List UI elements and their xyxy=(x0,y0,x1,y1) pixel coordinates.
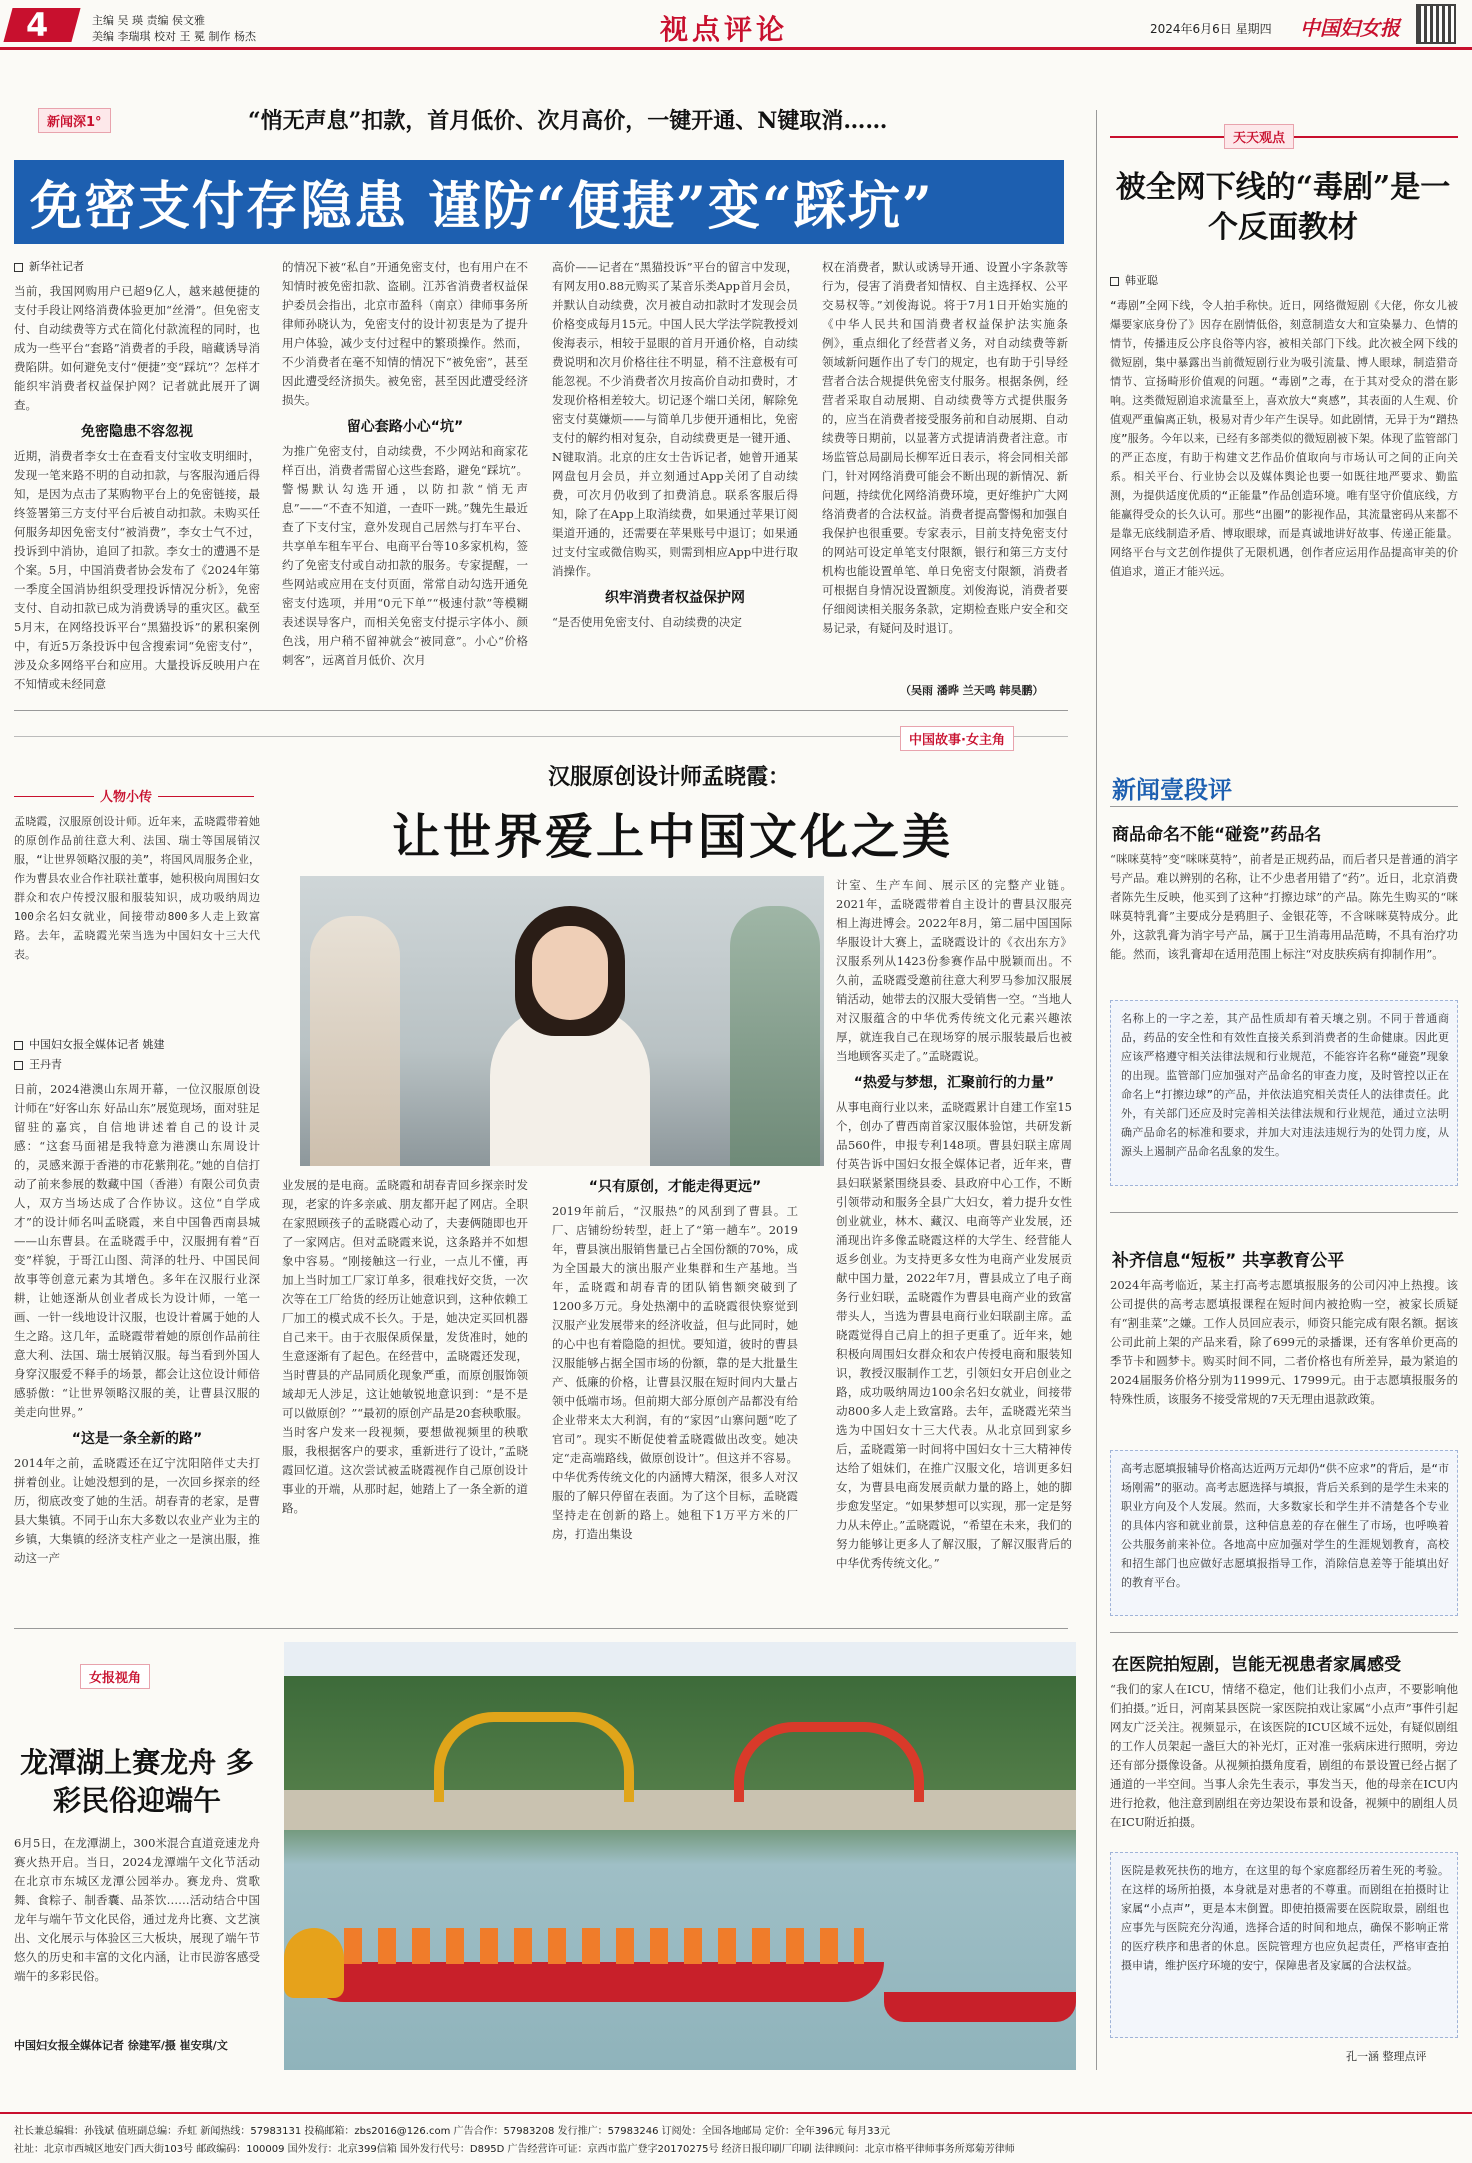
lead-col4-text: 权在消费者，默认或诱导开通、设置小字条款等行为，侵害了消费者知情权、自主选择权、公平交易权等。”刘俊海说。将于7月1日开始实施的《中华人民共和国消费者权益保护法实施条例》，重点细化了经营者义务，对自动续费等新领域新问题作出了专门的规定，也有助于引导经营者合法合规提供免密支付服务。根据条例，经营者采取自动展期、自动续费等方式提供服务的，应当在消费者接受服务前和自动展期、自动续费等日期前，以显著方式提请消费者注意。市场监管总局副局长柳军近日表示，将会同相关部门，针对网络消费可能会不断出现的新情况、新问题，持续优化网络消费环境，更好维护广大网络消费者的合法权益。消费者提高警惕和加强自我保护也很重要。专家表示，目前支持免密支付的网站可设定单笔支付限额，银行和第三方支付机构也能设置单笔、单日免密支付限额，消费者可根据自身情况设置额度。刘俊海说，消费者要仔细阅读相关服务条款，定期检查账户安全和交易记录，有疑问及时退订。 xyxy=(822,260,1068,635)
photo-shore xyxy=(284,1790,1076,1830)
feature-col3-text: 2019年前后，“汉服热”的风刮到了曹县。工厂、店铺纷纷转型，赶上了“第一趟车”。2019年，曹县演出服销售量已占全国份额的70%，成为全国最大的演出服产业集群和生产基地。当年，孟晓霞和胡春青的团队销售额突破到了1200多万元。身处热潮中的孟晓霞很快察觉到汉服产业发展带来的经济收益，但与此同时，她的心中也有着隐隐的担忧。要知道，彼时的曹县汉服能够占据全国市场的份额，靠的是大批量生产、低廉的价格，让曹县汉服在短时间内大量占领中低端市场。但前期大部分原创产品都没有给企业带来太大利润，有的“家因”山寨问题“吃了官司”。现实不断促使着孟晓霞做出改变。她决定“走高端路线，做原创设计”。但这并不容易。中华优秀传统文化的内涵博大精深，很多人对汉服的了解只停留在表面。为了这个目标，孟晓霞坚持走在创新的路上。她租下1万平方米的厂房，打造出集设 xyxy=(552,1204,798,1541)
photo-dress-left xyxy=(310,916,400,1166)
news-item-2-title: 补齐信息“短板” 共享教育公平 xyxy=(1112,1251,1345,1271)
issue-date: 2024年6月6日 星期四 xyxy=(1150,22,1272,36)
lead-divider xyxy=(14,710,1068,711)
right-commentary-text: “毒剧”全网下线，令人拍手称快。近日，网络微短剧《大佬，你女儿被爆要家底身份了》因存在剧情低俗，刻意制造女大和宣染暴力、色情的情节，传播违反公序良俗等内容，被相关部门下线。此次被全网下线的微短剧，集中暴露出当前微短剧行业为吸引流量、博人眼球，制造猎奇情节、宣扬畸形价值观的问题。“毒剧”之毒，在于其对受众的潜在影响。这类微短剧追求流量至上，喜欢放大“爽感”，其表面的人生观、价值观严重偏离正轨，极易对青少年产生误导。如此剧情，无异于为“蹭热度”服务。今年以来，已经有多部类似的微短剧被下架。体现了监管部门的严正态度，有助于构建文艺作品价值取向与市场认可之间的正向关系。相关平台、行业协会以及媒体舆论也要一如既往地严要求、勤监测，为提供适度优质的“正能量”作品创造环境。唯有坚守价值底线，方能赢得受众的长久认可。那些“出圈”的影视作品，其流量密码从来都不是靠无底线制造矛盾、博取眼球，而是真诚地讲好故事、传递正能量。网络平台与文艺创作提供了无限机遇，创作者应运用作品提高审美的价值追求，道正才能兴远。 xyxy=(1110,299,1458,578)
lead-subhead-1: 免密隐患不容忽视 xyxy=(81,424,193,440)
news-item-3-text: “我们的家人在ICU，情绪不稳定，他们让我们小点声，不要影响他们拍摄。”近日，河南某县医院一家医院拍戏让家属“小点声”事件引起网友广泛关注。视频显示，在该医院的ICU区域不远处，有疑似剧组的工作人员架起一盏巨大的补光灯，正对准一张病床进行照明，旁边还有部分摄像设备。从视频拍摄角度看，剧组的布景设置已经占据了通道的一半空间。当事人余先生表示，事发当天，他的母亲在ICU内进行抢救，他注意到剧组在旁边架设布景和设备，视频中的剧组人员在ICU附近拍摄。 xyxy=(1110,1682,1458,1829)
photo-news-tag: 女报视角 xyxy=(80,1664,150,1689)
news-item-2-comment xyxy=(1110,1450,1458,1616)
photo-dragon-head xyxy=(284,1928,344,1998)
byline-square-icon xyxy=(14,263,23,272)
news-item-1-comment-inner xyxy=(1121,1009,1449,1181)
news-item-3-comment-text: 医院是救死扶伤的地方，在这里的每个家庭都经历着生死的考验。在这样的场所拍摄，本身就是对患者的不尊重。而剧组在拍摄时让家属“小点声”，更是本末倒置。即使拍摄需要在医院取景，剧组也应事先与医院充分沟通，选择合适的时间和地点，确保不影响正常的医疗秩序和患者的休息。医院管理方也应负起责任，严格审查拍摄申请，维护医疗环境的安宁，保障患者及家属的合法权益。 xyxy=(1121,1864,1449,1972)
feature-col-3 xyxy=(552,1176,798,1614)
news-item-3-comment-inner xyxy=(1121,1861,1449,2033)
news-item-3-title: 在医院拍短剧，岂能无视患者家属感受 xyxy=(1112,1655,1401,1675)
feature-col2-text: 业发展的是电商。孟晓霞和胡春青回乡探亲时发现，老家的许多亲戚、朋友都开起了网店。全职在家照顾孩子的孟晓霞心动了，夫妻俩随即也开了一家网店。但对孟晓霞来说，这条路并不如想象中容易。“刚接触这一行业，一点儿不懂，再加上当时加工厂家订单多，很难找好交货，一次次等在工厂给货的经历让她意识到，这种依赖工厂加工的模式成不长久。于是，她决定买回机器自己来干。由于衣服保质保量，发货准时，她的生意逐渐有了起色。在经营中，孟晓霞还发现，当时曹县的产品同质化现象严重，而原创服饰领域却无人涉足，这让她敏锐地意识到：“是不是可以做原创？”“最初的原创产品是20套秧歌服。当时客户发来一段视频，要想做视频里的秧歌服，我根据客户的要求，重新进行了设计，”孟晓霞回忆道。这次尝试被孟晓霞视作自己原创设计事业的开端，从那时起，她踏上了一条全新的道路。 xyxy=(282,1178,528,1515)
paper-name-logo: 中国妇女报 xyxy=(1300,16,1400,40)
photo-news-credit: 中国妇女报全媒体记者 徐建军/摄 崔安琪/文 xyxy=(14,2039,228,2052)
lead-col-4 xyxy=(822,258,1068,676)
news-item-1-comment-text: 名称上的一字之差，其产品性质却有着天壤之别。不同于普通商品，药品的安全性和有效性直接关系到消费者的生命健康。因此更应该严格遵守相关法律法规和行业规范，不能容许名称“碰瓷”现象的出现。监管部门应加强对产品命名的审查力度，及时管控以正在命名上“打擦边球”的产品，并依法追究相关责任人的法律责任。此外，有关部门还应及时完善相关法律法规和行业规范，通过立法明确产品命名的标准和要求，并加大对违法违规行为的处罚力度，从源头上遏制产品命名乱象的发生。 xyxy=(1121,1012,1449,1158)
section-title: 视点评论 xyxy=(660,13,789,46)
feature-col4-text: 计室、生产车间、展示区的完整产业链。2021年，孟晓霞带着自主设计的曹县汉服亮相上海进博会。2022年8月，第二届中国国际华服设计大赛上，孟晓霞设计的《衣出东方》汉服系列从1423份参赛作品中脱颖而出。不久前，孟晓霞受邀前往意大利罗马参加汉服展销活动，她带去的汉服大受销售一空。“当地人对汉服蕴含的中华优秀传统文化元素兴趣浓厚，就连我自己在现场穿的展示服装最后也被当地顾客买走了。”孟晓霞说。 xyxy=(836,878,1072,1063)
feature-subhead-2: “只有原创，才能走得更远” xyxy=(588,1179,762,1195)
byline-square-icon xyxy=(1110,277,1119,286)
vertical-divider xyxy=(1096,110,1097,2070)
lead-byline: 新华社记者 xyxy=(14,258,84,274)
photo-dress-right xyxy=(730,906,820,1166)
feature-col-4 xyxy=(836,876,1072,1614)
lead-col-2 xyxy=(282,258,528,700)
profile-text: 孟晓霞，汉服原创设计师。近年来，孟晓霞带着她的原创作品前往意大利、法国、瑞士等国展销汉服，“让世界领略汉服的美”，将国风周服务企业，作为曹县农业合作社联社董事，她积极向周围妇女群众和农户传授汉服和服装知识，成功吸纳周边100余名妇女就业，间接带动800多人走上致富路。去年，孟晓霞光荣当选为中国妇女十三大代表。 xyxy=(14,815,260,961)
photo-news-text: 6月5日，在龙潭湖上，300米混合直道竞速龙舟赛火热开启。当日，2024龙潭端午文化节活动在北京市东城区龙潭公园举办。赛龙舟、赏歌舞、食粽子、制香囊、品茶饮……活动结合中国龙年与端午节文化民俗，通过龙舟比赛、文艺演出、文化展示与体验区三大板块，展现了端午节悠久的历史和丰富的文化内涵，让市民游客感受端午的多彩民俗。 xyxy=(14,1836,260,1983)
news-item-2-body xyxy=(1110,1276,1458,1438)
footer-rule xyxy=(0,2112,1472,2114)
staff-line-1: 主编 吴 瑛 责编 侯文雅 xyxy=(92,14,205,27)
photo-news-rule xyxy=(14,1628,1068,1629)
lead-subhead-3: 织牢消费者权益保护网 xyxy=(605,590,745,606)
right-news-tag: 新闻壹段评 xyxy=(1112,775,1232,804)
lead-col3-text: 高价——记者在“黑猫投诉”平台的留言中发现，有网友用0.88元购买了某音乐类App首月会员，并默认自动续费，次月被自动扣款时才发现会员价格变成每月15元。中国人民大学法学院教授刘俊海表示，相较于显眼的首月开通价格，自动续费说明和次月价格往往不明显，稍不注意极有可能忽视。不少消费者次月按高价自动扣费时，才发现价格相差较大。切记逐个端口关闭，解除免密支付莫嫌烦——与简单几步便开通相比，免密支付的解约相对复杂，自动续费更是一键开通、N键取消。北京的庄女士告诉记者，她曾开通某网盘包月会员，并立刻通过App关闭了自动续费，可次月仍收到了扣费消息。联系客服后得知，除了在App上取消续费，如果通过苹果订阅渠道开通的，还需要在苹果账号中退订；如果通过支付宝或微信购买，则需到相应App中进行取消操作。 xyxy=(552,260,798,578)
photo-rowers xyxy=(344,1928,864,1964)
feature-column-tag: 中国故事·女主角 xyxy=(900,726,1014,751)
news-item-1-body xyxy=(1110,850,1458,984)
profile-label: 人物小传 xyxy=(94,786,158,805)
lead-headline: 免密支付存隐患 谨防“便捷”变“踩坑” xyxy=(30,176,934,237)
right-headline: 被全网下线的“毒剧”是一个反面教材 xyxy=(1115,170,1451,245)
feature-headline: 让世界爱上中国文化之美 xyxy=(392,809,954,865)
news-item-1-title: 商品命名不能“碰瓷”药品名 xyxy=(1112,825,1322,845)
news-item-2-text: 2024年高考临近，某主打高考志愿填报服务的公司闪冲上热搜。该公司提供的高考志愿填报课程在短时间内被抢购一空，被家长质疑有“割韭菜”之嫌。工作人员回应表示，师资只能完成有限名额。据该公司此前上架的产品来看，除了699元的录播课，还有客单价更高的季节卡和圆梦卡。购买时间不同，二者价格也有所差异，最为紧追的2024届服务价格分别为11999元、17999元。由于志愿填报服务的特殊性质，该服务不接受常规的7天无理由退款政策。 xyxy=(1110,1278,1458,1406)
lead-kicker: “悄无声息”扣款，首月低价、次月高价，一键开通、N键取消…… xyxy=(248,108,888,134)
lead-signoff: （吴雨 潘晔 兰天鸣 韩昊鹏） xyxy=(900,684,1044,697)
profile-box xyxy=(14,812,260,992)
feature-col-2 xyxy=(282,1176,528,1614)
news-item-2-comment-inner xyxy=(1121,1459,1449,1611)
dragon-boat-photo xyxy=(284,1642,1076,2070)
lead-column-tag: 新闻深1° xyxy=(38,108,111,133)
feature-col1-text: 日前，2024港澳山东周开幕，一位汉服原创设计师在“好客山东 好品山东”展览现场，面对驻足留驻的嘉宾，自信地讲述着自己的设计灵感：“这套马面裙是我特意为港澳山东周设计的，灵感来源于香港的市花紫荆花。”她的自信打动了前来参展的数藏中国（香港）有限公司负责人，双方当场达成了合作协议。这位“自学成才”的设计师名叫孟晓霞，来自中国鲁西南县城——山东曹县。在孟晓霞手中，汉服拥有着“百变”样貌，于哥江山图、菏泽的牡丹、中国民间故事等创意元素为其增色。多年在汉服行业深耕，让她逐渐从创业者成长为设计师，一笔一画、一针一线地设计汉服，也设计着属于她的人生之路。这几年，孟晓霞带着她的原创作品前往意大利、法国、瑞士展销汉服。每当看到外国人身穿汉服爱不释手的场景，都会让这位设计师倍感骄傲：“让世界领略汉服的美，让曹县汉服的美走向世界。” xyxy=(14,1082,260,1419)
news-item-3-body xyxy=(1110,1680,1458,1842)
photo-golden-dragon-right xyxy=(734,1722,924,1802)
news-item-1-comment xyxy=(1110,1000,1458,1186)
photo-news-body xyxy=(14,1834,260,2030)
right-byline: 韩亚聪 xyxy=(1110,272,1158,288)
lead-col1-text: 当前，我国网购用户已超9亿人，越来越便捷的支付手段让网络消费体验更加“丝滑”。但免密支付、自动续费等方式在简化付款流程的同时，也成为一些平台“套路”消费者的手段，暗藏诱导消费陷阱。如何避免支付“便捷”变“踩坑”？怎样才能织牢消费者权益保护网？记者就此展开了调查。 xyxy=(14,284,260,412)
photo-golden-dragon-left xyxy=(434,1712,634,1802)
photo-news-headline: 龙潭湖上赛龙舟 多彩民俗迎端午 xyxy=(20,1746,254,1817)
lead-col1b-text: 近期，消费者李女士在查看支付宝收支明细时，发现一笔来路不明的自动扣款，与客服沟通后得知，是因为点击了某购物平台上的免密链接，最终签署第三方支付平台后被自动扣款。未购买任何服务却因免密支付“被消费”，李女士气不过，投诉到中消协，追回了扣款。李女士的遭遇不是个案。5月，中国消费者协会发布了《2024年第一季度全国消协组织受理投诉情况分析》，免密支付、自动扣款已成为消费诱导的重灾区。截至5月末，在网络投诉平台“黑猫投诉”的累积案例中，有近5万条投诉中包含搜索词“免密支付”，涉及众多网络平台和应用。大量投诉反映用户在不知情或未经同意 xyxy=(14,449,260,691)
byline-square-icon xyxy=(14,1061,23,1070)
footer-line-1: 社长兼总编辑：孙钱斌 值班副总编：乔虹 新闻热线：57983131 投稿邮箱：zbs2016@126.com 广告合作：57983208 发行推广：57983246 订阅处：全国各地邮局 定价：全年396元 每月33元 xyxy=(14,2126,890,2137)
feature-subhead-1: “这是一条全新的路” xyxy=(71,1431,203,1447)
lead-subhead-2: 留心套路小心“坑” xyxy=(346,419,464,435)
designer-portrait-photo xyxy=(300,876,824,1166)
byline-square-icon xyxy=(14,1041,23,1050)
feature-col4b-text: 从事电商行业以来，孟晓霞累计自建工作室15个，创办了曹西南首家汉服体验馆，共研发新品560件，申报专利148项。曹县妇联主席周付英告诉中国妇女报全媒体记者，近年来，曹县妇联紧紧围绕县委、县政府中心工作，不断引领带动和服务全县广大妇女，着力提升女性创业就业，林木、藏汉、电商等产业发展，还涌现出许多像孟晓霞这样的大学生、经营能人返乡创业。为支持更多女性为电商产业发展贡献中国力量，2022年7月，曹县成立了电子商务行业妇联，孟晓霞作为曹县电商产业的致富带头人，当选为曹县电商行业妇联副主席。孟晓霞觉得自己肩上的担子更重了。近年来，她积极向周围妇女群众和农户传授电商和服装知识，教授汉服制作工艺，引领妇女开启创业之路，成功吸纳周边100余名妇女就业，间接带动800多人走上致富路。去年，孟晓霞光荣当选为中国妇女十三大代表。从北京回到家乡后，孟晓霞第一时间将中国妇女十三大精神传达给了姐妹们，在推广汉服文化，培训更多妇女，为曹县电商发展贡献力量的路上，她的脚步愈发坚定。“如果梦想可以实现，那一定是努力从未停止。”孟晓霞说，“希望在未来，我们的努力能够让更多人了解汉服，了解汉服背后的中华优秀传统文化。” xyxy=(836,1100,1072,1570)
staff-line-2: 美编 李瑞琪 校对 王 冕 制作 杨杰 xyxy=(92,30,256,43)
lead-col2-text: 的情况下被“私自”开通免密支付，也有用户在不知情时被免密扣款、盗刷。江苏省消费者权益保护委员会指出，北京市盈科（南京）律师事务所律师孙晓认为，免密支付的设计初衷是为了提升用户体验，减少支付过程中的繁琐操作。然而，不少消费者在毫不知情的情况下“被免密”，甚至因此遭受经济损失。被免密，甚至因此遭受经济损失。 xyxy=(282,260,528,407)
footer-line-2: 社址：北京市西城区地安门西大街103号 邮政编码：100009 国外发行：北京399信箱 国外发行代号：D895D 广告经营许可证：京西市监广登字20170275号 经济日报印刷厂印刷 法律顾问：北京市格平律师事务所郑菊芳律师 xyxy=(14,2144,1015,2155)
right-news-rule xyxy=(1110,806,1458,807)
photo-dragon-boat xyxy=(304,1962,884,2002)
right-commentary-body xyxy=(1110,296,1458,700)
lead-col2b-text: 为推广免密支付，自动续费，不少网站和商家花样百出，消费者需留心这些套路，避免“踩坑”。警惕默认勾选开通，以防扣款“悄无声息”——“不查不知道，一查吓一跳。”魏先生最近查了下支付宝，意外发现自己居然与打车平台、共享单车租车平台、电商平台等10多家机构，签约了免密支付或自动扣款的服务。专家提醒，一些网站或应用在支付页面，常常自动勾选开通免密支付选项，并用“0元下单”“极速付款”等模糊表述误导客户，而相关免密支付提示字体小、颜色浅，用户稍不留神就会“被同意”。小心“价格刺客”，远离首月低价、次月 xyxy=(282,444,528,667)
news-item-3-comment xyxy=(1110,1852,1458,2038)
lead-col3b-text: “是否使用免密支付、自动续费的决定 xyxy=(552,615,742,629)
page-header xyxy=(0,0,1472,50)
news-item-2-comment-text: 高考志愿填报辅导价格高达近两万元却仍“供不应求”的背后，是“市场刚需”的驱动。高考志愿选择与填报，背后关系到的是学生未来的职业方向及个人发展。然而，大多数家长和学生并不清楚各个专业的具体内容和就业前景，这种信息差的存在催生了市场，也呼唤着公共服务前来补位。各地高中应加强对学生的生涯规划教育，高校和招生部门也应做好志愿填报指导工作，消除信息差等于能填出好的教育平台。 xyxy=(1121,1462,1449,1589)
qr-code-icon xyxy=(1416,4,1456,44)
news-item-1-text: “咪咪莫特”变“咪咪莫特”，前者是正规药品，而后者只是普通的消字号产品。难以辨别的名称，让不少患者用错了“药”。近日，北京消费者陈先生反映，他买到了这种“打擦边球”的产品。陈先生购买的“咪咪莫特乳膏”主要成分是鸦胆子、金银花等，不含咪咪莫特成分。此外，这款乳膏为消字号产品，属于卫生消毒用品范畴，不具有治疗功能。然而，该乳膏却在适用范围上标注“对皮肤疾病有抑制作用”。 xyxy=(1110,852,1458,961)
page-number: 4 xyxy=(26,6,49,44)
right-news-rule-3 xyxy=(1110,1632,1458,1633)
feature-col1b-text: 2014年之前，孟晓霞还在辽宁沈阳陪伴丈夫打拼着创业。让她没想到的是，一次回乡探亲的经历，彻底改变了她的生活。胡春青的老家，是曹县大集镇。不同于山东大多数以农业产业为主的乡镇，大集镇的经济支柱产业之一是演出服，推动这一产 xyxy=(14,1456,260,1565)
feature-byline-1: 中国妇女报全媒体记者 姚建 xyxy=(14,1036,165,1052)
feature-subhead-3: “热爱与梦想，汇聚前行的力量” xyxy=(853,1075,1055,1091)
feature-byline-2: 王丹青 xyxy=(14,1056,62,1072)
photo-second-boat xyxy=(884,1992,1076,2022)
feature-kicker: 汉服原创设计师孟晓霞： xyxy=(548,764,791,790)
feature-col-1 xyxy=(14,1080,260,1614)
photo-person-face xyxy=(532,926,608,1020)
right-column-tag: 天天观点 xyxy=(1224,124,1294,149)
right-news-signoff: 孔一涵 整理点评 xyxy=(1346,2050,1427,2063)
right-news-rule-2 xyxy=(1110,1212,1458,1213)
lead-col-1 xyxy=(14,282,260,700)
lead-col-3 xyxy=(552,258,798,700)
